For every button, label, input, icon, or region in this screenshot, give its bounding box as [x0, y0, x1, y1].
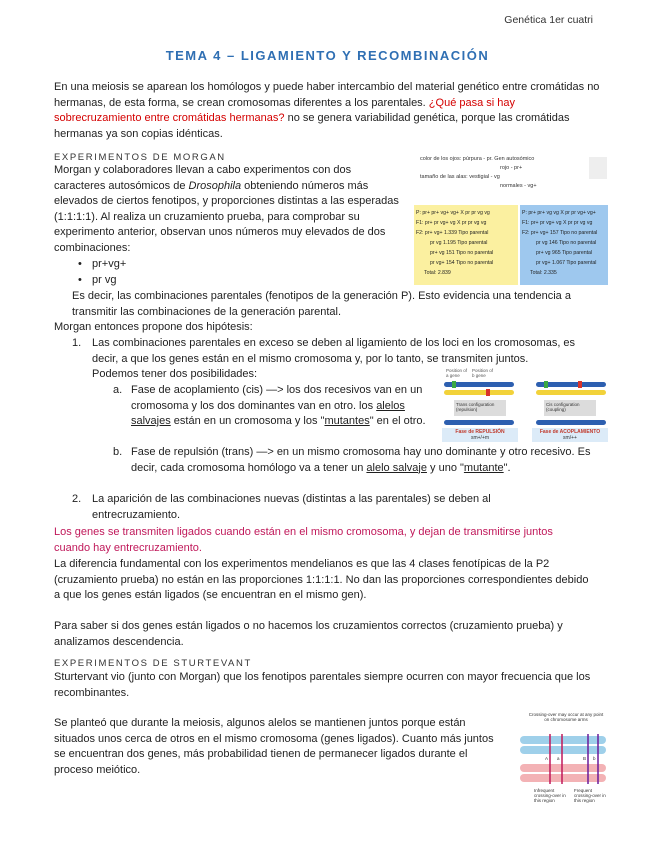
allele-label: B: [583, 756, 587, 761]
item-letter: b.: [113, 446, 123, 458]
table-row: Total: 2.839: [424, 270, 451, 276]
trans-text: Fase de repulsión (trans) —> en un mismo cromosoma hay uno dominante y otro recesivo. Es decir, cada cromosoma homólogo va a tener un: [131, 446, 591, 474]
linkage-test-paragraph: Para saber si dos genes están ligados o no hacemos los cruzamientos correctos (cruzamiento prueba) y analizamos descendencia.: [54, 620, 563, 648]
table-row: pr vg 146 Tipo no parental: [536, 240, 597, 246]
list-item: • pr vg: [78, 273, 117, 286]
item-letter: a.: [113, 384, 123, 396]
results-table-right: [520, 205, 608, 285]
underlined-term: alelos salvajes: [131, 399, 405, 428]
phase-diagram-figure: [440, 368, 610, 442]
hypothesis-number: 1.: [72, 337, 82, 349]
crossing-over-figure: [512, 712, 612, 807]
hypotheses-intro: Morgan entonces propone dos hipótesis:: [54, 321, 253, 333]
trans-text-end: ".: [503, 461, 511, 474]
fly-image: [589, 157, 607, 179]
difference-paragraph: La diferencia fundamental con los experimentos mendelianos es que las 4 clases fenotípicas de la P2 (cruzamiento prueba) no están en las proporciones 1:1:1:1. No dan las proporciones correspondientes debido a que los genes están ligados (se encuentran en el mismo gen).: [54, 558, 589, 602]
diagram-label: Crossing-over may occur at any point on chromosome arms: [528, 712, 604, 722]
highlight-statement: Los genes se transmiten ligados cuando están en el mismo cromosoma, y dejan de transmitirse juntos cuando hay entrecruzamiento.: [54, 526, 553, 554]
intro-question: ¿Qué pasa si hay sobrecruzamiento entre cromátidas hermanas?: [54, 96, 516, 125]
table-row: F1: pr+ pr vg+ vg X pr pr vg vg: [416, 220, 487, 226]
sturtevant-paragraph-1: Sturtervant vio (junto con Morgan) que los fenotipos parentales siempre ocurren con mayor frecuencia que los recombinantes.: [54, 671, 591, 699]
legend-line: color de los ojos: púrpura - pr. Gen autosómico: [420, 156, 535, 162]
morgan-results-figure: [414, 153, 608, 287]
legend-line: tamaño de las alas: vestigial - vg: [420, 174, 500, 180]
repulsion-caption: Fase de REPULSIÓN sm+/+m: [455, 429, 505, 441]
coupling-caption: Fase de ACOPLAMIENTO sm/++: [539, 429, 601, 441]
combination-list: [78, 257, 127, 288]
morgan-conclusion: Es decir, las combinaciones parentales (fenotipos de la generación P). Esto evidencia una tendencia a transmitir las combinaciones de la generación parental.: [72, 290, 571, 318]
table-row: pr+ vg 965 Tipo parental: [536, 250, 593, 256]
morgan-text-a: Morgan y colaboradores llevan a cabo experimentos con dos caracteres autosómicos de: [54, 164, 352, 192]
morgan-heading: EXPERIMENTOS DE MORGAN: [54, 152, 226, 163]
sturtevant-paragraph-2: Se planteó que durante la meiosis, algunos alelos se mantienen juntos porque están situados unos cerca de otros en el mismo cromosoma (genes ligados). Cuanto más juntos se encuentran dos genes, más probabilidad tienen de permanecer ligados durante el proceso meiótico.: [54, 717, 494, 776]
cis-text-mid: están en un cromosoma y los ": [170, 415, 325, 428]
diagram-label: Position of b gene: [472, 368, 494, 378]
intro-paragraph: [54, 80, 602, 142]
table-row: F2: pr+ vg+ 157 Tipo no parental: [522, 230, 598, 236]
species-name: Drosophila: [188, 179, 242, 192]
morgan-paragraph: [54, 163, 399, 257]
allele-label: A: [545, 756, 549, 761]
list-item: • pr+vg+: [78, 258, 127, 270]
hypothesis-1: [72, 336, 602, 367]
intro-answer: no se genera variabilidad genética, porque las cromátidas hermanas ya son copias idénticas.: [54, 112, 570, 140]
hypothesis-2-text: La aparición de las combinaciones nuevas (distintas a las parentales) se deben al entrecruzamiento.: [92, 493, 491, 521]
legend-line: rojo - pr+: [500, 165, 523, 171]
diagram-label: Infrequent crossing-over in this region: [534, 788, 566, 803]
cis-text-end: " en el otro.: [369, 415, 426, 428]
phase-trans: [113, 445, 599, 476]
table-row: pr+ vg 151 Tipo no parental: [430, 250, 494, 256]
possibilities-intro: Podemos tener dos posibilidades:: [92, 368, 258, 380]
hypothesis-2: [72, 492, 572, 523]
trans-config-label: Trans configuration (repulsion): [456, 402, 495, 412]
table-row: F2: pr+ vg+ 1.339 Tipo parental: [416, 230, 489, 236]
allele-label: a: [557, 756, 560, 761]
table-row: pr vg+ 1.067 Tipo parental: [536, 260, 597, 266]
table-row: pr vg+ 154 Tipo no parental: [430, 260, 494, 266]
phase-cis: [113, 383, 439, 430]
table-row: F1: pr+ pr vg+ vg X pr pr vg vg: [522, 220, 593, 226]
cis-text: Fase de acoplamiento (cis) —> los dos recesivos van en un cromosoma y los dos dominantes van en otro. los: [131, 384, 423, 412]
morgan-text-b: obteniendo números más elevados de ciertos fenotipos, y proporciones distintas a las esperadas (1:1:1:1). Al realiza un cruzamiento prueba, para comprobar su experimento anterior, observan unos números muy elevados de dos combinaciones:: [54, 179, 399, 254]
allele-label: b: [593, 756, 596, 761]
cis-config-label: Cis configuration (coupling): [546, 402, 580, 412]
legend-line: normales - vg+: [500, 183, 537, 189]
page-title: TEMA 4 – LIGAMIENTO Y RECOMBINACIÓN: [165, 48, 490, 63]
underlined-term: alelo salvaje: [366, 461, 427, 474]
underlined-term: mutantes: [324, 415, 370, 428]
trans-text-mid: y uno ": [426, 461, 464, 474]
table-row: pr vg 1.195 Tipo parental: [430, 240, 488, 246]
diagram-label: Position of a gene: [446, 368, 468, 378]
page-header: Genética 1er cuatri: [504, 14, 593, 26]
underlined-term: mutante: [463, 461, 504, 474]
table-row: Total: 2.335: [530, 270, 557, 276]
table-row: P: pr+ pr+ vg vg X pr pr vg+ vg+: [522, 210, 596, 216]
intro-text: En una meiosis se aparean los homólogos y puede haber intercambio del material genético entre cromátidas no hermanas, de esta forma, se crean cromosomas diferentes a los parentales.: [54, 81, 600, 109]
diagram-label: Frequent crossing-over in this region: [574, 788, 606, 803]
sturtevant-heading: EXPERIMENTOS DE STURTEVANT: [54, 658, 252, 669]
table-row: P: pr+ pr+ vg+ vg+ X pr pr vg vg: [416, 210, 490, 216]
results-table-left: [414, 205, 518, 285]
hypothesis-1-text: Las combinaciones parentales en exceso se deben al ligamiento de los loci en los cromosomas, es decir, a que los genes están en el mismo cromosoma y, por lo tanto, se transmiten juntos.: [92, 337, 576, 365]
hypothesis-number: 2.: [72, 493, 82, 505]
